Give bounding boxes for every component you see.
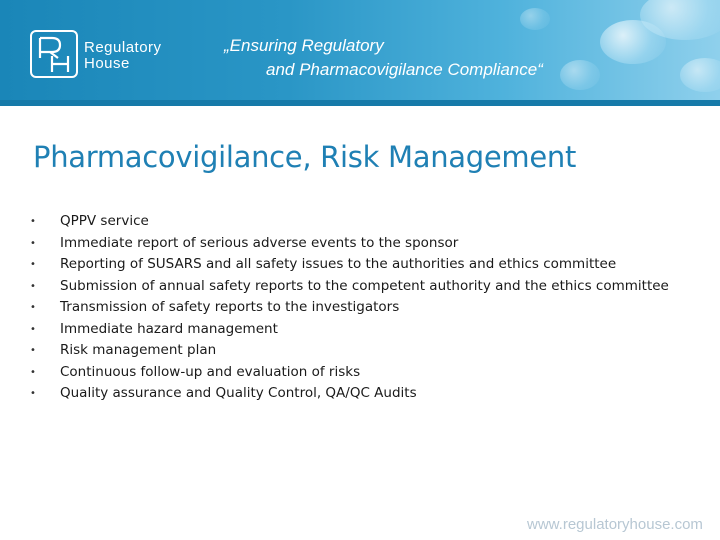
tagline-line-1: „Ensuring Regulatory <box>224 36 384 55</box>
decorative-pill-image <box>680 58 720 92</box>
tagline-line-2: and Pharmacovigilance Compliance“ <box>266 60 543 79</box>
header-divider <box>0 100 720 106</box>
decorative-pill-image <box>520 8 550 30</box>
tagline <box>220 34 600 82</box>
bullet-item: • Immediate hazard management <box>30 319 680 341</box>
bullet-item: • Submission of annual safety reports to the competent authority and the ethics committee <box>30 276 680 298</box>
slide-title: Pharmacovigilance, Risk Management <box>33 140 577 174</box>
logo-wordmark <box>84 40 162 72</box>
bullet-item: • Continuous follow-up and evaluation of risks <box>30 362 680 384</box>
rh-logo-icon <box>32 32 76 76</box>
logo-line-1: Regulatory <box>84 39 162 56</box>
bullet-item: • QPPV service <box>30 211 680 233</box>
header-banner <box>0 0 720 106</box>
footer-website-url: www.regulatoryhouse.com <box>527 516 703 533</box>
bullet-item: • Immediate report of serious adverse events to the sponsor <box>30 233 680 255</box>
bullet-item: • Transmission of safety reports to the investigators <box>30 297 680 319</box>
logo-mark <box>30 30 78 78</box>
bullet-item: • Quality assurance and Quality Control, QA/QC Audits <box>30 383 680 405</box>
bullet-list <box>30 211 680 405</box>
logo-line-2: House <box>84 55 130 72</box>
bullet-item: • Reporting of SUSARS and all safety issues to the authorities and ethics committee <box>30 254 680 276</box>
bullet-item: • Risk management plan <box>30 340 680 362</box>
